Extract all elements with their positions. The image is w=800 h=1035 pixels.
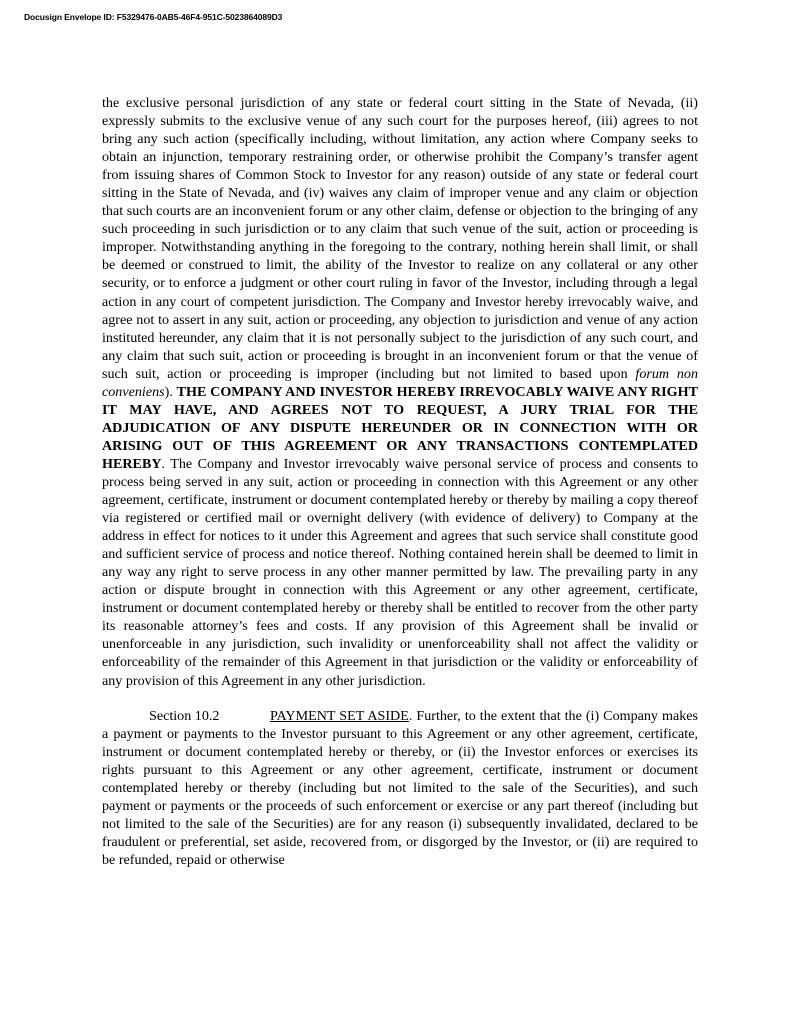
paragraph-jurisdiction (102, 94, 698, 690)
italic-phrase: forum non conveniens (102, 365, 699, 400)
jury-waiver-bold: THE COMPANY AND INVESTOR HEREBY IRREVOCABLY WAIVE ANY RIGHT IT MAY HAVE, AND AGREES NOT TO REQUEST, A JURY TRIAL FOR THE ADJUDICATION OF ANY DISPUTE HEREUNDER OR IN CONNECTION WITH OR ARISING OUT OF THIS AGREEMENT OR ANY TRANSACTIONS CONTEMPLATED HEREBY (102, 383, 698, 472)
document-body (102, 94, 698, 869)
section-body: . Further, to the extent that the (i) Company makes a payment or payments to the Investor pursuant to this Agreement or any other agreement, certificate, instrument or document contemplated hereby or thereby, or (ii) the Investor enforces or exercises its rights pursuant to this Agreement or any other agreement, certificate, instrument or document contemplated hereby or thereby (including but not limited to the sale of the Securities), and such payment or payments or the proceeds of such enforcement or exercise or any part thereof (including but not limited to the sale of the Securities) are for any reason (i) subsequently invalidated, declared to be fraudulent or preferential, set aside, recovered from, or disgorged by the Investor, or (ii) are required to be refunded, repaid or otherwise (102, 707, 698, 868)
section-10-2-paragraph (102, 707, 698, 869)
paragraph-text-c: . The Company and Investor irrevocably waive personal service of process and consents to process being served in any suit, action or proceeding in connection with this Agreement or any other agreement, certificate, instrument or document contemplated hereby or thereby by mailing a copy thereof via registered or certified mail or overnight delivery (with evidence of delivery) to Company at the address in effect for notices to it under this Agreement and agrees that such service shall constitute good and sufficient service of process and notice thereof. Nothing contained herein shall be deemed to limit in any way any right to serve process in any other manner permitted by law. The prevailing party in any action or dispute brought in connection with this Agreement or any other agreement, certificate, instrument or document contemplated hereby or thereby shall be entitled to recover from the other party its reasonable attorney’s fees and costs. If any provision of this Agreement shall be invalid or unenforceable in any jurisdiction, such invalidity or unenforceability shall not affect the validity or enforceability of the remainder of this Agreement in that jurisdiction or the validity or enforceability of any provision of this Agreement in any other jurisdiction. (102, 455, 698, 689)
paragraph-text-b: ). (164, 383, 177, 400)
envelope-id-header: Docusign Envelope ID: F5329476-0AB5-46F4-951C-5023864089D3 (24, 12, 283, 22)
paragraph-text-a: the exclusive personal jurisdiction of any state or federal court sitting in the State of Nevada, (ii) expressly submits to the exclusive venue of any such court for the purposes hereof, (iii) agrees to not bring any such action (specifically including, without limitation, any action where Company seeks to obtain an injunction, temporary restraining order, or otherwise prohibit the Company’s transfer agent from issuing shares of Common Stock to Investor for any reason) outside of any state or federal court sitting in the State of Nevada, and (iv) waives any claim of improper venue and any claim or objection that such courts are an inconvenient forum or any other claim, defense or objection to the bringing of any such proceeding in such jurisdiction or to any claim that such venue of the suit, action or proceeding is improper. Notwithstanding anything in the foregoing to the contrary, nothing herein shall limit, or shall be deemed or construed to limit, the ability of the Investor to realize on any collateral or any other security, or to enforce a judgment or other court ruling in favor of the Investor, including through a legal action in any court of competent jurisdiction. The Company and Investor hereby irrevocably waive, and agree not to assert in any suit, action or proceeding, any objection to jurisdiction and venue of any action instituted hereunder, any claim that it is not personally subject to the jurisdiction of any such court, and any claim that such suit, action or proceeding is brought in an inconvenient forum or that the venue of such suit, action or proceeding is improper (including but not limited to based upon (102, 95, 698, 382)
section-number: Section 10.2 (149, 707, 220, 724)
section-title: PAYMENT SET ASIDE (270, 707, 409, 724)
